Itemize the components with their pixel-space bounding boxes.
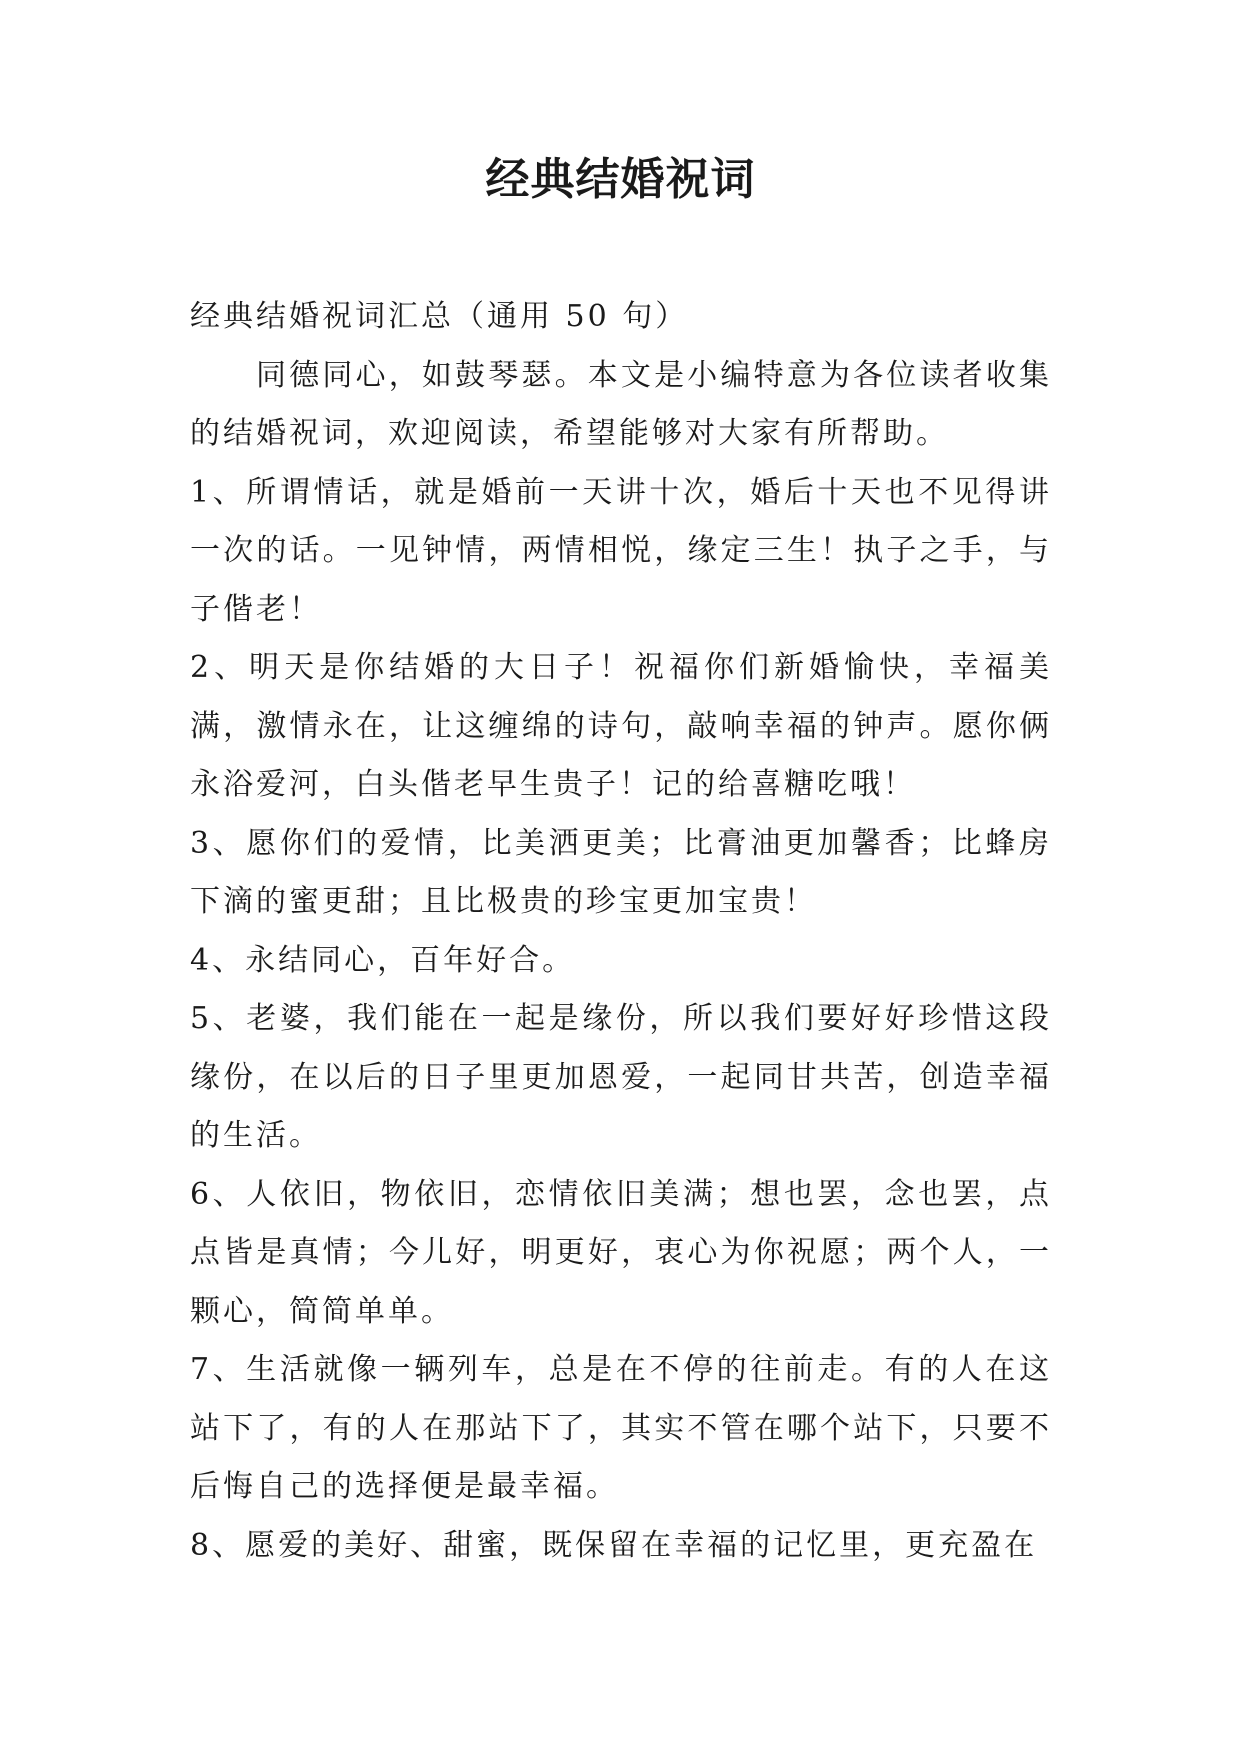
- document-body: [190, 288, 1052, 1575]
- blessing-item-5: 5、老婆，我们能在一起是缘份，所以我们要好好珍惜这段缘份，在以后的日子里更加恩爱，一起同甘共苦，创造幸福的生活。: [190, 1001, 1052, 1153]
- blessing-item-6: 6、人依旧，物依旧，恋情依旧美满；想也罢，念也罢，点点皆是真情；今儿好，明更好，衷心为你祝愿；两个人，一颗心，简简单单。: [190, 1176, 1052, 1329]
- blessing-item-3: 3、愿你们的爱情，比美洒更美；比膏油更加馨香；比蜂房下滴的蜜更甜；且比极贵的珍宝更加宝贵！: [190, 825, 1052, 919]
- intro-paragraph: 同德同心，如鼓琴瑟。本文是小编特意为各位读者收集的结婚祝词，欢迎阅读，希望能够对大家有所帮助。: [190, 357, 1052, 451]
- document-subtitle: 经典结婚祝词汇总（通用 50 句）: [190, 299, 689, 334]
- blessing-item-8: 8、愿爱的美好、甜蜜，既保留在幸福的记忆里，更充盈在: [190, 1527, 1038, 1563]
- blessing-item-2: 2、明天是你结婚的大日子！祝福你们新婚愉快，幸福美满，激情永在，让这缠绵的诗句，敲响幸福的钟声。愿你俩永浴爱河，白头偕老早生贵子！记的给喜糖吃哦！: [190, 650, 1052, 802]
- blessing-item-4: 4、永结同心，百年好合。: [190, 942, 576, 978]
- blessing-item-7: 7、生活就像一辆列车，总是在不停的往前走。有的人在这站下了，有的人在那站下了，其实不管在哪个站下，只要不后悔自己的选择便是最幸福。: [190, 1352, 1052, 1504]
- blessing-item-1: 1、所谓情话，就是婚前一天讲十次，婚后十天也不见得讲一次的话。一见钟情，两情相悦，缘定三生！执子之手，与子偕老！: [190, 474, 1052, 627]
- document-title: 经典结婚祝词: [485, 154, 756, 205]
